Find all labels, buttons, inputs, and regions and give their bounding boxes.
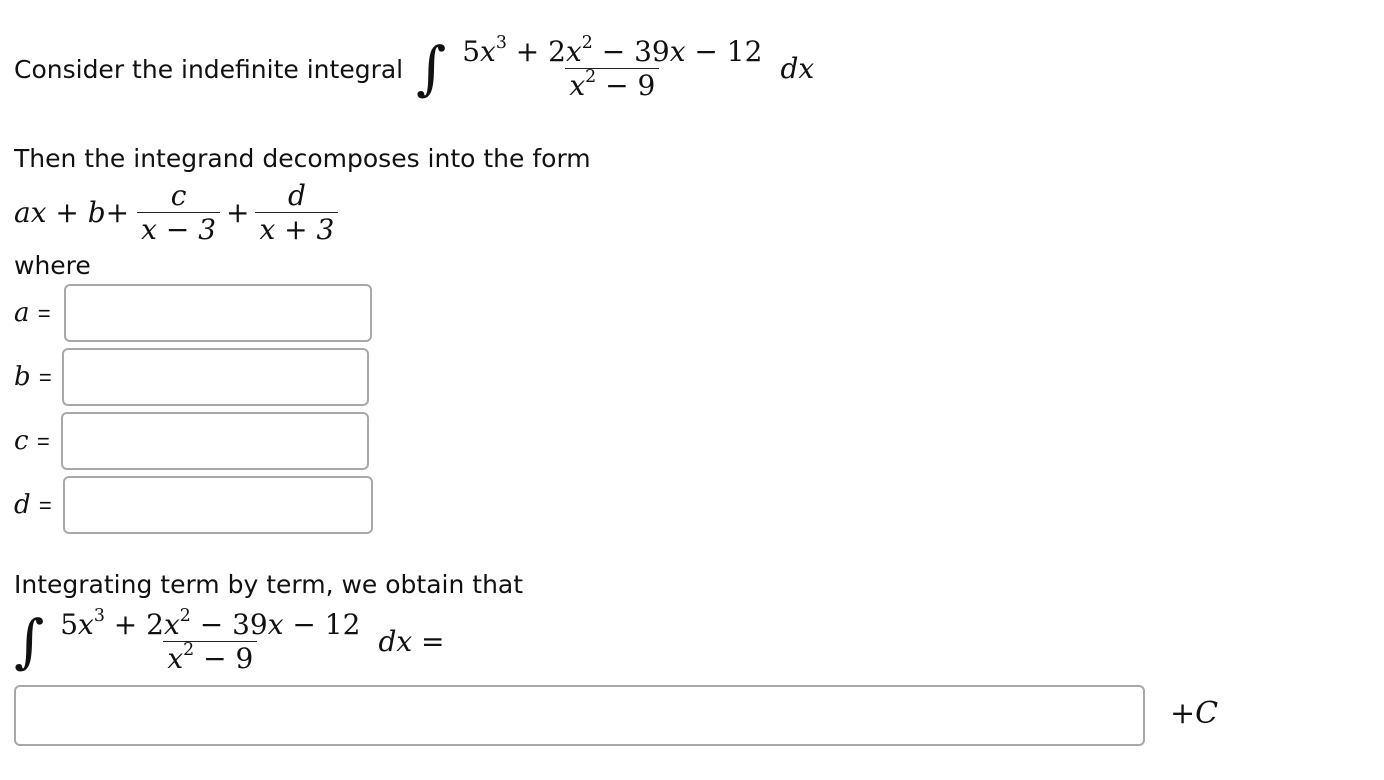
decomposition-text: Then the integrand decomposes into the form [14,144,591,173]
decomposition-form [14,176,338,248]
integrating-fraction [56,605,364,675]
answer-field-d[interactable] [63,476,373,534]
intro-text: Consider the indefinite integral [14,55,404,84]
intro-denominator: $x^2 - 9$ [565,68,659,102]
antiderivative-answer-field[interactable] [14,685,1145,746]
label-d: d = [14,490,52,520]
integrating-text: Integrating term by term, we obtain that [14,570,524,599]
answer-field-b[interactable] [62,348,369,406]
integrating-numerator: $5x^3 + 2x^2 - 39x - 12$ [60,605,361,641]
answer-field-c[interactable] [61,412,369,470]
where-text: where [14,251,91,280]
intro-integral-expression [416,22,814,114]
integral-sign-icon: ∫ [416,34,447,102]
answer-field-a[interactable] [64,284,372,342]
decomposition-fraction-c: $\frac{c}{x - 3}$ [137,179,220,246]
intro-fraction [458,32,766,102]
integral-sign-icon: ∫ [14,607,45,675]
label-b: b = [14,362,52,392]
integrating-differential: dx = [378,624,445,658]
decomposition-plus: + [226,195,250,229]
label-a: a = [14,298,51,328]
constant-of-integration: +C [1170,696,1219,731]
intro-differential: dx [780,51,815,85]
decomposition-lead: ax + b+ [14,195,130,229]
decomposition-fraction-d: $\frac{d}{x + 3}$ [255,179,338,246]
integrating-denominator: $x^2 - 9$ [163,641,257,675]
integrating-expression [14,600,445,682]
label-c: c = [14,426,50,456]
intro-numerator: $5x^3 + 2x^2 - 39x - 12$ [462,32,763,68]
